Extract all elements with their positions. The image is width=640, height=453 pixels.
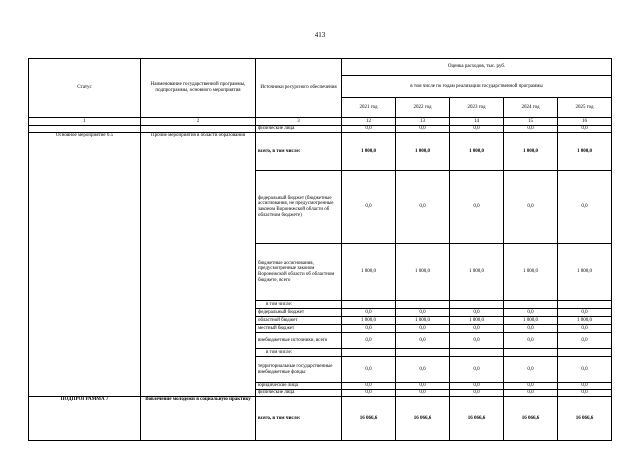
value-cell [396, 301, 450, 309]
source-cell: бюджетные ассигнования, предусмотренные законом Воронежской области об областном бюджете, всего [256, 244, 342, 301]
value-cell: 0,0 [342, 333, 396, 349]
value-cell: 16 066,6 [342, 397, 396, 441]
col-number: 14 [450, 118, 504, 126]
value-cell: 1 000,0 [450, 317, 504, 325]
col-number: 12 [342, 118, 396, 126]
value-cell: 0,0 [342, 390, 396, 397]
value-cell: 0,0 [450, 171, 504, 244]
value-cell: 0,0 [504, 333, 558, 349]
col-number: 15 [504, 118, 558, 126]
value-cell: 0,0 [504, 390, 558, 397]
header-year: 2022 год [396, 98, 450, 118]
col-number: 2 [141, 118, 256, 126]
value-cell: 0,0 [558, 325, 612, 333]
value-cell: 16 066,6 [558, 397, 612, 441]
header-estimate: Оценка расходов, тыс. руб. [342, 59, 612, 76]
value-cell [450, 301, 504, 309]
value-cell: 0,0 [342, 309, 396, 317]
status-cell: Основное мероприятие 6.5 [29, 133, 141, 397]
header-sources: Источники ресурсного обеспечения [256, 59, 342, 118]
value-cell: 0,0 [450, 333, 504, 349]
value-cell: 0,0 [504, 309, 558, 317]
value-cell [396, 349, 450, 357]
value-cell [450, 349, 504, 357]
name-cell [141, 126, 256, 133]
value-cell: 1 000,0 [504, 244, 558, 301]
value-cell: 0,0 [558, 383, 612, 390]
value-cell: 0,0 [450, 390, 504, 397]
value-cell [504, 301, 558, 309]
header-name: Наименование государственной программы, подпрограммы, основного мероприятия [141, 59, 256, 118]
value-cell: 0,0 [558, 171, 612, 244]
value-cell: 1 000,0 [342, 244, 396, 301]
value-cell: 1 000,0 [342, 317, 396, 325]
col-number: 13 [396, 118, 450, 126]
source-cell: областной бюджет [256, 317, 342, 325]
budget-table [28, 58, 612, 441]
source-cell: юридические лица [256, 383, 342, 390]
value-cell: 0,0 [396, 325, 450, 333]
value-cell: 0,0 [558, 357, 612, 383]
value-cell: 0,0 [450, 126, 504, 133]
value-cell: 0,0 [396, 171, 450, 244]
value-cell [342, 301, 396, 309]
value-cell: 1 000,0 [342, 133, 396, 171]
value-cell [342, 349, 396, 357]
value-cell: 0,0 [396, 383, 450, 390]
value-cell: 0,0 [558, 126, 612, 133]
table-row [29, 397, 612, 441]
source-cell: внебюджетные источники, всего [256, 333, 342, 349]
table-row [29, 126, 612, 133]
source-cell: территориальные государственные внебюджетные фонды [256, 357, 342, 383]
col-number: 3 [256, 118, 342, 126]
header-row [29, 59, 612, 76]
value-cell: 1 000,0 [504, 133, 558, 171]
source-cell: в том числе: [256, 349, 342, 357]
source-cell: федеральный бюджет (бюджетные ассигнования, не предусмотренные законом Воронежской области об областном бюджете) [256, 171, 342, 244]
value-cell: 0,0 [504, 383, 558, 390]
source-cell: всего, в том числе: [256, 133, 342, 171]
value-cell: 0,0 [504, 126, 558, 133]
value-cell: 0,0 [504, 171, 558, 244]
value-cell: 0,0 [558, 390, 612, 397]
header-year: 2024 год [504, 98, 558, 118]
source-cell: физические лица [256, 126, 342, 133]
value-cell: 0,0 [342, 383, 396, 390]
value-cell: 1 000,0 [504, 317, 558, 325]
source-cell: физические лица [256, 390, 342, 397]
value-cell: 1 000,0 [396, 244, 450, 301]
status-cell [29, 126, 141, 133]
header-status: Статус [29, 59, 141, 118]
value-cell: 1 000,0 [558, 244, 612, 301]
status-cell: ПОДПРОГРАММА 7 [29, 397, 141, 441]
source-cell: федеральный бюджет [256, 309, 342, 317]
value-cell: 0,0 [396, 357, 450, 383]
column-numbers-row [29, 118, 612, 126]
value-cell: 0,0 [450, 383, 504, 390]
page-number: 413 [314, 31, 326, 39]
header-year: 2021 год [342, 98, 396, 118]
value-cell: 0,0 [558, 309, 612, 317]
source-cell: местный бюджет [256, 325, 342, 333]
header-year: 2025 год [558, 98, 612, 118]
source-cell: в том числе: [256, 301, 342, 309]
value-cell: 1 000,0 [450, 133, 504, 171]
value-cell: 1 000,0 [558, 317, 612, 325]
value-cell: 1 000,0 [450, 244, 504, 301]
value-cell: 0,0 [342, 357, 396, 383]
value-cell: 16 066,6 [504, 397, 558, 441]
value-cell: 0,0 [396, 126, 450, 133]
value-cell: 1 000,0 [396, 317, 450, 325]
value-cell: 0,0 [504, 325, 558, 333]
value-cell: 0,0 [342, 171, 396, 244]
value-cell [504, 349, 558, 357]
value-cell: 0,0 [342, 325, 396, 333]
value-cell: 0,0 [450, 309, 504, 317]
name-cell: Прочие мероприятия в области образования [141, 133, 256, 397]
value-cell: 0,0 [450, 357, 504, 383]
value-cell: 0,0 [558, 333, 612, 349]
col-number: 1 [29, 118, 141, 126]
value-cell: 0,0 [504, 357, 558, 383]
source-cell: всего, в том числе: [256, 397, 342, 441]
value-cell: 0,0 [396, 390, 450, 397]
table-row [29, 133, 612, 171]
col-number: 16 [558, 118, 612, 126]
value-cell: 1 000,0 [396, 133, 450, 171]
header-by-years: в том числе по годам реализации государственной программы [342, 76, 612, 98]
value-cell: 16 066,6 [450, 397, 504, 441]
value-cell [558, 301, 612, 309]
value-cell: 0,0 [342, 126, 396, 133]
header-year: 2023 год [450, 98, 504, 118]
name-cell: Вовлечение молодежи в социальную практику [141, 397, 256, 441]
value-cell: 16 066,6 [396, 397, 450, 441]
value-cell: 1 000,0 [558, 133, 612, 171]
value-cell [558, 349, 612, 357]
value-cell: 0,0 [396, 309, 450, 317]
value-cell: 0,0 [450, 325, 504, 333]
value-cell: 0,0 [396, 333, 450, 349]
